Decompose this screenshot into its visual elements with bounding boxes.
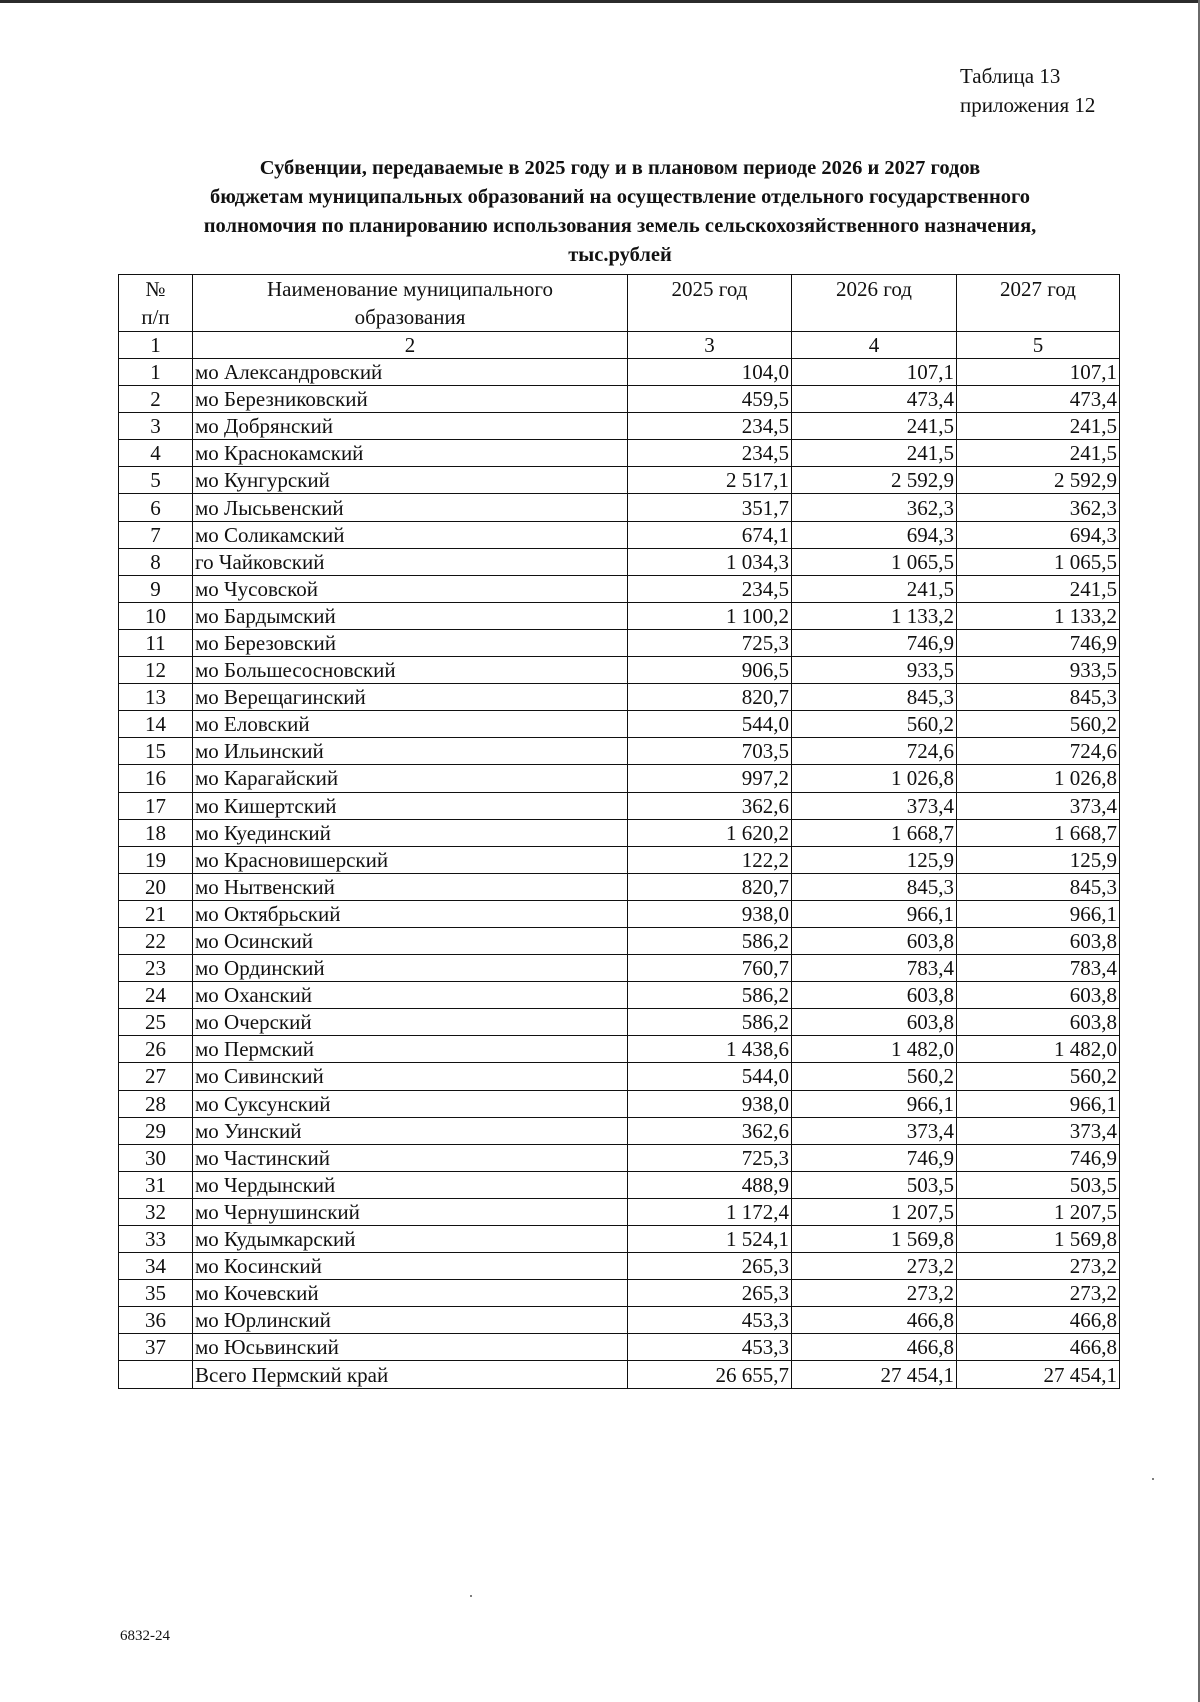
value-2025: 265,3 bbox=[628, 1280, 792, 1307]
municipality-name: го Чайковский bbox=[193, 548, 628, 575]
scan-speck bbox=[1152, 1478, 1154, 1480]
table-row bbox=[119, 900, 1120, 927]
row-number: 22 bbox=[119, 927, 193, 954]
table-body bbox=[119, 359, 1120, 1389]
column-number: 2 bbox=[193, 332, 628, 359]
header-num: № п/п bbox=[119, 275, 193, 332]
municipality-name: мо Кочевский bbox=[193, 1280, 628, 1307]
row-number bbox=[119, 1361, 193, 1388]
municipality-name: мо Красновишерский bbox=[193, 846, 628, 873]
value-2026: 241,5 bbox=[792, 413, 957, 440]
value-2025: 674,1 bbox=[628, 521, 792, 548]
value-2027: 783,4 bbox=[957, 955, 1120, 982]
value-2027: 466,8 bbox=[957, 1307, 1120, 1334]
value-2025: 1 524,1 bbox=[628, 1226, 792, 1253]
value-2025: 906,5 bbox=[628, 657, 792, 684]
row-number: 31 bbox=[119, 1171, 193, 1198]
appendix-number: приложения 12 bbox=[960, 93, 1096, 117]
value-2027: 241,5 bbox=[957, 440, 1120, 467]
value-2025: 1 034,3 bbox=[628, 548, 792, 575]
value-2027: 241,5 bbox=[957, 575, 1120, 602]
value-2026: 107,1 bbox=[792, 359, 957, 386]
row-number: 28 bbox=[119, 1090, 193, 1117]
table-row bbox=[119, 1144, 1120, 1171]
municipality-name: Всего Пермский край bbox=[193, 1361, 628, 1388]
value-2027: 473,4 bbox=[957, 386, 1120, 413]
value-2026: 1 133,2 bbox=[792, 602, 957, 629]
title-line-3: полномочия по планированию использования земель сельскохозяйственного назначения, bbox=[203, 215, 1037, 237]
row-number: 25 bbox=[119, 1009, 193, 1036]
municipality-name: мо Ординский bbox=[193, 955, 628, 982]
table-reference bbox=[960, 62, 1095, 120]
value-2025: 265,3 bbox=[628, 1253, 792, 1280]
row-number: 3 bbox=[119, 413, 193, 440]
value-2025: 453,3 bbox=[628, 1307, 792, 1334]
value-2025: 997,2 bbox=[628, 765, 792, 792]
row-number: 21 bbox=[119, 900, 193, 927]
row-number: 37 bbox=[119, 1334, 193, 1361]
value-2027: 560,2 bbox=[957, 711, 1120, 738]
row-number: 10 bbox=[119, 602, 193, 629]
value-2027: 933,5 bbox=[957, 657, 1120, 684]
value-2026: 373,4 bbox=[792, 792, 957, 819]
municipality-name: мо Бардымский bbox=[193, 602, 628, 629]
row-number: 32 bbox=[119, 1198, 193, 1225]
row-number: 6 bbox=[119, 494, 193, 521]
value-2025: 938,0 bbox=[628, 900, 792, 927]
table-row bbox=[119, 386, 1120, 413]
table-row bbox=[119, 873, 1120, 900]
table-row bbox=[119, 575, 1120, 602]
municipality-name: мо Березовский bbox=[193, 629, 628, 656]
municipality-name: мо Березниковский bbox=[193, 386, 628, 413]
table-row bbox=[119, 413, 1120, 440]
value-2027: 845,3 bbox=[957, 684, 1120, 711]
value-2025: 459,5 bbox=[628, 386, 792, 413]
value-2027: 603,8 bbox=[957, 927, 1120, 954]
value-2026: 1 065,5 bbox=[792, 548, 957, 575]
municipality-name: мо Сивинский bbox=[193, 1063, 628, 1090]
value-2027: 1 482,0 bbox=[957, 1036, 1120, 1063]
table-row bbox=[119, 982, 1120, 1009]
value-2026: 373,4 bbox=[792, 1117, 957, 1144]
value-2025: 351,7 bbox=[628, 494, 792, 521]
value-2025: 586,2 bbox=[628, 927, 792, 954]
row-number: 30 bbox=[119, 1144, 193, 1171]
value-2026: 1 207,5 bbox=[792, 1198, 957, 1225]
municipality-name: мо Чернушинский bbox=[193, 1198, 628, 1225]
value-2026: 1 026,8 bbox=[792, 765, 957, 792]
value-2026: 273,2 bbox=[792, 1253, 957, 1280]
table-row bbox=[119, 792, 1120, 819]
value-2027: 466,8 bbox=[957, 1334, 1120, 1361]
value-2026: 724,6 bbox=[792, 738, 957, 765]
row-number: 20 bbox=[119, 873, 193, 900]
value-2026: 503,5 bbox=[792, 1171, 957, 1198]
municipality-name: мо Соликамский bbox=[193, 521, 628, 548]
municipality-name: мо Александровский bbox=[193, 359, 628, 386]
municipality-name: мо Косинский bbox=[193, 1253, 628, 1280]
municipality-name: мо Карагайский bbox=[193, 765, 628, 792]
value-2027: 373,4 bbox=[957, 792, 1120, 819]
value-2027: 560,2 bbox=[957, 1063, 1120, 1090]
value-2026: 27 454,1 bbox=[792, 1361, 957, 1388]
municipality-name: мо Добрянский bbox=[193, 413, 628, 440]
title-line-1: Субвенции, передаваемые в 2025 году и в плановом периоде 2026 и 2027 годов bbox=[259, 157, 981, 179]
row-number: 34 bbox=[119, 1253, 193, 1280]
municipality-name: мо Нытвенский bbox=[193, 873, 628, 900]
title-line-4: тыс.рублей bbox=[568, 244, 672, 266]
value-2025: 820,7 bbox=[628, 684, 792, 711]
column-number: 4 bbox=[792, 332, 957, 359]
row-number: 17 bbox=[119, 792, 193, 819]
row-number: 35 bbox=[119, 1280, 193, 1307]
value-2025: 234,5 bbox=[628, 440, 792, 467]
value-2025: 488,9 bbox=[628, 1171, 792, 1198]
municipality-name: мо Оханский bbox=[193, 982, 628, 1009]
value-2027: 746,9 bbox=[957, 1144, 1120, 1171]
value-2027: 966,1 bbox=[957, 1090, 1120, 1117]
value-2025: 26 655,7 bbox=[628, 1361, 792, 1388]
row-number: 27 bbox=[119, 1063, 193, 1090]
value-2026: 694,3 bbox=[792, 521, 957, 548]
municipality-name: мо Лысьвенский bbox=[193, 494, 628, 521]
value-2027: 362,3 bbox=[957, 494, 1120, 521]
document-title bbox=[100, 154, 1140, 270]
value-2025: 760,7 bbox=[628, 955, 792, 982]
municipality-name: мо Еловский bbox=[193, 711, 628, 738]
municipality-name: мо Юрлинский bbox=[193, 1307, 628, 1334]
table-row bbox=[119, 521, 1120, 548]
municipality-name: мо Частинский bbox=[193, 1144, 628, 1171]
value-2026: 466,8 bbox=[792, 1307, 957, 1334]
table-row bbox=[119, 819, 1120, 846]
row-number: 1 bbox=[119, 359, 193, 386]
total-row bbox=[119, 1361, 1120, 1388]
table-row bbox=[119, 1090, 1120, 1117]
value-2027: 27 454,1 bbox=[957, 1361, 1120, 1388]
table-number: Таблица 13 bbox=[960, 64, 1061, 88]
value-2025: 586,2 bbox=[628, 1009, 792, 1036]
table-row bbox=[119, 1226, 1120, 1253]
table-row bbox=[119, 927, 1120, 954]
value-2026: 783,4 bbox=[792, 955, 957, 982]
value-2025: 362,6 bbox=[628, 792, 792, 819]
header-2027: 2027 год bbox=[957, 275, 1120, 332]
value-2026: 1 668,7 bbox=[792, 819, 957, 846]
table-row bbox=[119, 467, 1120, 494]
row-number: 2 bbox=[119, 386, 193, 413]
value-2025: 453,3 bbox=[628, 1334, 792, 1361]
scan-speck bbox=[470, 1595, 472, 1597]
value-2025: 725,3 bbox=[628, 1144, 792, 1171]
value-2027: 966,1 bbox=[957, 900, 1120, 927]
municipality-name: мо Октябрьский bbox=[193, 900, 628, 927]
value-2026: 603,8 bbox=[792, 927, 957, 954]
row-number: 12 bbox=[119, 657, 193, 684]
table-row bbox=[119, 629, 1120, 656]
table-row bbox=[119, 1171, 1120, 1198]
value-2027: 125,9 bbox=[957, 846, 1120, 873]
value-2026: 1 482,0 bbox=[792, 1036, 957, 1063]
column-number: 3 bbox=[628, 332, 792, 359]
value-2026: 241,5 bbox=[792, 575, 957, 602]
value-2027: 1 207,5 bbox=[957, 1198, 1120, 1225]
row-number: 19 bbox=[119, 846, 193, 873]
value-2027: 1 065,5 bbox=[957, 548, 1120, 575]
row-number: 24 bbox=[119, 982, 193, 1009]
value-2025: 1 172,4 bbox=[628, 1198, 792, 1225]
table-row bbox=[119, 494, 1120, 521]
value-2027: 694,3 bbox=[957, 521, 1120, 548]
table-row bbox=[119, 684, 1120, 711]
scan-edge-top bbox=[0, 0, 1200, 3]
municipality-name: мо Кудымкарский bbox=[193, 1226, 628, 1253]
value-2026: 473,4 bbox=[792, 386, 957, 413]
row-number: 7 bbox=[119, 521, 193, 548]
table-row bbox=[119, 1198, 1120, 1225]
value-2026: 362,3 bbox=[792, 494, 957, 521]
value-2027: 2 592,9 bbox=[957, 467, 1120, 494]
row-number: 13 bbox=[119, 684, 193, 711]
municipality-name: мо Очерский bbox=[193, 1009, 628, 1036]
table-row bbox=[119, 1036, 1120, 1063]
value-2027: 1 133,2 bbox=[957, 602, 1120, 629]
value-2025: 938,0 bbox=[628, 1090, 792, 1117]
municipality-name: мо Кунгурский bbox=[193, 467, 628, 494]
value-2025: 820,7 bbox=[628, 873, 792, 900]
row-number: 36 bbox=[119, 1307, 193, 1334]
title-line-2: бюджетам муниципальных образований на осуществление отдельного государственного bbox=[209, 186, 1031, 208]
value-2026: 746,9 bbox=[792, 1144, 957, 1171]
table-row bbox=[119, 1009, 1120, 1036]
table-row bbox=[119, 738, 1120, 765]
value-2025: 234,5 bbox=[628, 413, 792, 440]
value-2026: 560,2 bbox=[792, 1063, 957, 1090]
header-2026: 2026 год bbox=[792, 275, 957, 332]
value-2026: 125,9 bbox=[792, 846, 957, 873]
value-2026: 241,5 bbox=[792, 440, 957, 467]
value-2025: 122,2 bbox=[628, 846, 792, 873]
header-2025: 2025 год bbox=[628, 275, 792, 332]
value-2026: 966,1 bbox=[792, 1090, 957, 1117]
table-row bbox=[119, 1280, 1120, 1307]
value-2026: 603,8 bbox=[792, 1009, 957, 1036]
value-2025: 586,2 bbox=[628, 982, 792, 1009]
value-2026: 1 569,8 bbox=[792, 1226, 957, 1253]
municipality-name: мо Верещагинский bbox=[193, 684, 628, 711]
table-row bbox=[119, 765, 1120, 792]
municipality-name: мо Юсьвинский bbox=[193, 1334, 628, 1361]
value-2027: 845,3 bbox=[957, 873, 1120, 900]
value-2025: 725,3 bbox=[628, 629, 792, 656]
row-number: 33 bbox=[119, 1226, 193, 1253]
municipality-name: мо Пермский bbox=[193, 1036, 628, 1063]
column-number: 5 bbox=[957, 332, 1120, 359]
row-number: 4 bbox=[119, 440, 193, 467]
row-number: 18 bbox=[119, 819, 193, 846]
table-row bbox=[119, 548, 1120, 575]
table-row bbox=[119, 440, 1120, 467]
municipality-name: мо Большесосновский bbox=[193, 657, 628, 684]
value-2026: 603,8 bbox=[792, 982, 957, 1009]
municipality-name: мо Чусовской bbox=[193, 575, 628, 602]
municipality-name: мо Краснокамский bbox=[193, 440, 628, 467]
value-2025: 2 517,1 bbox=[628, 467, 792, 494]
row-number: 29 bbox=[119, 1117, 193, 1144]
value-2027: 1 026,8 bbox=[957, 765, 1120, 792]
municipality-name: мо Кишертский bbox=[193, 792, 628, 819]
row-number: 8 bbox=[119, 548, 193, 575]
municipality-name: мо Ильинский bbox=[193, 738, 628, 765]
table-row bbox=[119, 1334, 1120, 1361]
subvention-table bbox=[118, 274, 1120, 1389]
value-2027: 107,1 bbox=[957, 359, 1120, 386]
value-2025: 544,0 bbox=[628, 1063, 792, 1090]
table-row bbox=[119, 1063, 1120, 1090]
value-2026: 746,9 bbox=[792, 629, 957, 656]
value-2026: 2 592,9 bbox=[792, 467, 957, 494]
row-number: 23 bbox=[119, 955, 193, 982]
document-code: 6832-24 bbox=[120, 1628, 170, 1644]
table-row bbox=[119, 602, 1120, 629]
value-2025: 1 100,2 bbox=[628, 602, 792, 629]
municipality-name: мо Уинский bbox=[193, 1117, 628, 1144]
value-2026: 845,3 bbox=[792, 684, 957, 711]
value-2026: 560,2 bbox=[792, 711, 957, 738]
value-2027: 273,2 bbox=[957, 1280, 1120, 1307]
value-2025: 1 620,2 bbox=[628, 819, 792, 846]
column-number: 1 bbox=[119, 332, 193, 359]
table-row bbox=[119, 1117, 1120, 1144]
municipality-name: мо Осинский bbox=[193, 927, 628, 954]
value-2025: 104,0 bbox=[628, 359, 792, 386]
table-row bbox=[119, 711, 1120, 738]
value-2025: 703,5 bbox=[628, 738, 792, 765]
value-2027: 1 569,8 bbox=[957, 1226, 1120, 1253]
value-2027: 241,5 bbox=[957, 413, 1120, 440]
municipality-name: мо Чердынский bbox=[193, 1171, 628, 1198]
row-number: 5 bbox=[119, 467, 193, 494]
table-row bbox=[119, 846, 1120, 873]
value-2025: 234,5 bbox=[628, 575, 792, 602]
value-2026: 933,5 bbox=[792, 657, 957, 684]
value-2026: 466,8 bbox=[792, 1334, 957, 1361]
row-number: 15 bbox=[119, 738, 193, 765]
value-2026: 845,3 bbox=[792, 873, 957, 900]
value-2027: 503,5 bbox=[957, 1171, 1120, 1198]
table-row bbox=[119, 359, 1120, 386]
value-2027: 273,2 bbox=[957, 1253, 1120, 1280]
value-2027: 373,4 bbox=[957, 1117, 1120, 1144]
table-row bbox=[119, 1307, 1120, 1334]
header-name: Наименование муниципального образования bbox=[193, 275, 628, 332]
value-2027: 603,8 bbox=[957, 982, 1120, 1009]
value-2025: 362,6 bbox=[628, 1117, 792, 1144]
value-2027: 1 668,7 bbox=[957, 819, 1120, 846]
table-row bbox=[119, 657, 1120, 684]
row-number: 14 bbox=[119, 711, 193, 738]
table-row bbox=[119, 1253, 1120, 1280]
table-row bbox=[119, 955, 1120, 982]
row-number: 26 bbox=[119, 1036, 193, 1063]
row-number: 11 bbox=[119, 629, 193, 656]
value-2025: 1 438,6 bbox=[628, 1036, 792, 1063]
value-2027: 603,8 bbox=[957, 1009, 1120, 1036]
row-number: 9 bbox=[119, 575, 193, 602]
row-number: 16 bbox=[119, 765, 193, 792]
table-header-row bbox=[119, 275, 1120, 332]
value-2027: 746,9 bbox=[957, 629, 1120, 656]
column-number-row bbox=[119, 332, 1120, 359]
municipality-name: мо Суксунский bbox=[193, 1090, 628, 1117]
value-2025: 544,0 bbox=[628, 711, 792, 738]
value-2026: 966,1 bbox=[792, 900, 957, 927]
value-2026: 273,2 bbox=[792, 1280, 957, 1307]
municipality-name: мо Куединский bbox=[193, 819, 628, 846]
value-2027: 724,6 bbox=[957, 738, 1120, 765]
